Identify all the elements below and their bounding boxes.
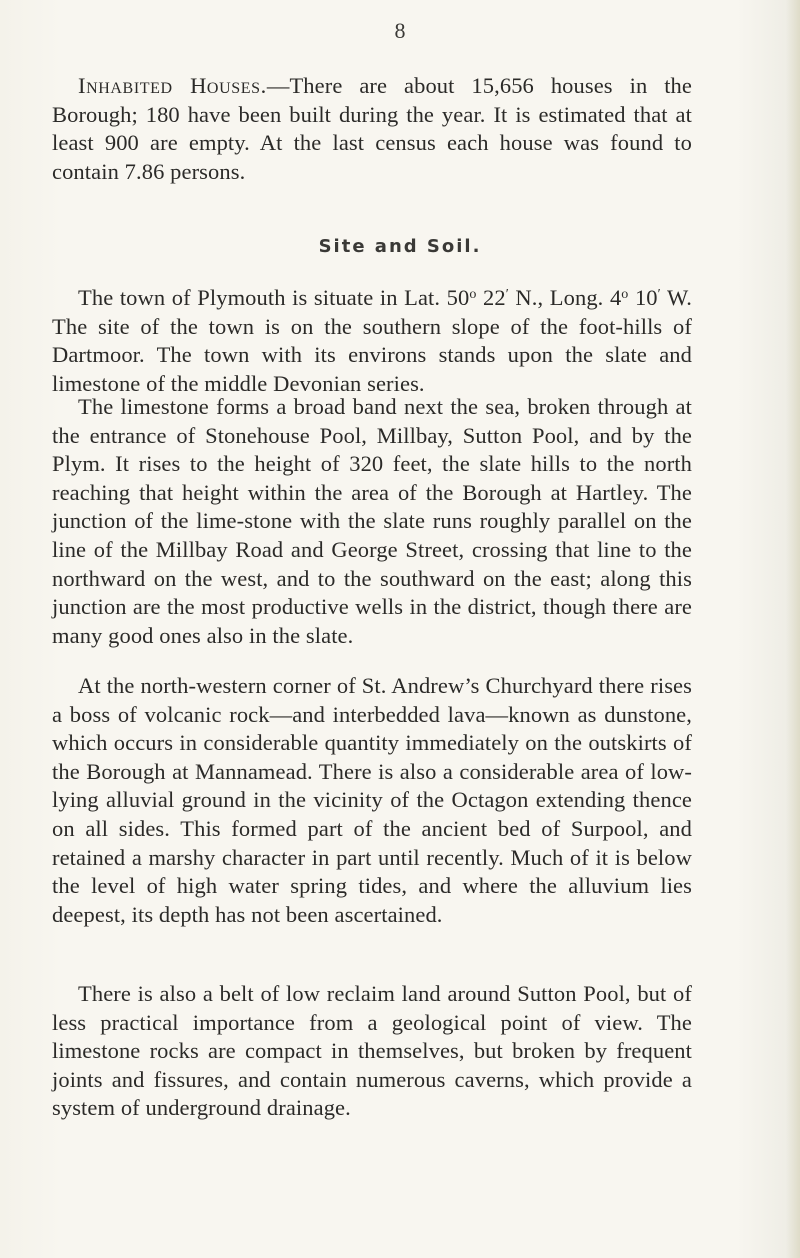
longitude-minute-mark: ′: [657, 287, 661, 302]
longitude-degree-mark: o: [621, 287, 629, 302]
latitude-degree-mark: o: [469, 287, 477, 302]
site-paragraph: [52, 281, 692, 398]
site-text-part4: 10: [628, 285, 658, 310]
limestone-paragraph: The limestone forms a broad band next the sea, broken through at the entrance of Stonehouse Pool, Millbay, Sutton Pool, and by the Plym. It rises to the height of 320 feet, the slate hills to the north reaching that height within the area of the Borough at Hartley. The junction of the lime-stone with the slate runs roughly parallel on the line of the Millbay Road and George Street, crossing that line to the northward on the west, and to the southward on the east; along this junction are the most productive wells in the district, though there are many good ones also in the slate.: [52, 394, 692, 648]
latitude-minute-mark: ′: [505, 287, 509, 302]
page-number: 8: [394, 18, 406, 43]
site-text-part5: W. The site of the town is on the southern slope of the foot-hills of Dartmoor. The town with its environs stands upon the slate and limestone of the middle Devonian series.: [52, 285, 692, 396]
reclaim-land-paragraph: There is also a belt of low reclaim land around Sutton Pool, but of less practical importance from a geological point of view. The limestone rocks are compact in themselves, but broken by frequent joints and fissures, and contain numerous caverns, which provide a system of underground drainage.: [52, 981, 692, 1121]
page-edge-shadow: [786, 0, 800, 1258]
site-text-part3: N., Long. 4: [508, 285, 622, 310]
inhabited-houses-lead: Inhabited Houses.: [78, 73, 267, 98]
site-and-soil-heading: Site and Soil.: [318, 236, 482, 257]
site-text-part1: The town of Plymouth is situate in Lat. 50: [78, 285, 470, 310]
north-western-corner-paragraph: At the north-western corner of St. Andrew’s Churchyard there rises a boss of volcanic rock—and interbedded lava—known as dunstone, which occurs in considerable quantity immediately on the outskirts of the Borough at Mannamead. There is also a considerable area of low-lying alluvial ground in the vicinity of the Octagon extending thence on all sides. This formed part of the ancient bed of Surpool, and retained a marshy character in part until recently. Much of it is below the level of high water spring tides, and where the alluvium lies deepest, its depth has not been ascertained.: [52, 673, 692, 927]
inhabited-houses-paragraph: [52, 72, 692, 186]
inhabited-houses-text: —There are about 15,656 houses in the Borough; 180 have been built during the year. It is estimated that at least 900 are empty. At the last census each house was found to contain 7.86 persons.: [52, 73, 692, 184]
site-text-part2: 22: [476, 285, 506, 310]
